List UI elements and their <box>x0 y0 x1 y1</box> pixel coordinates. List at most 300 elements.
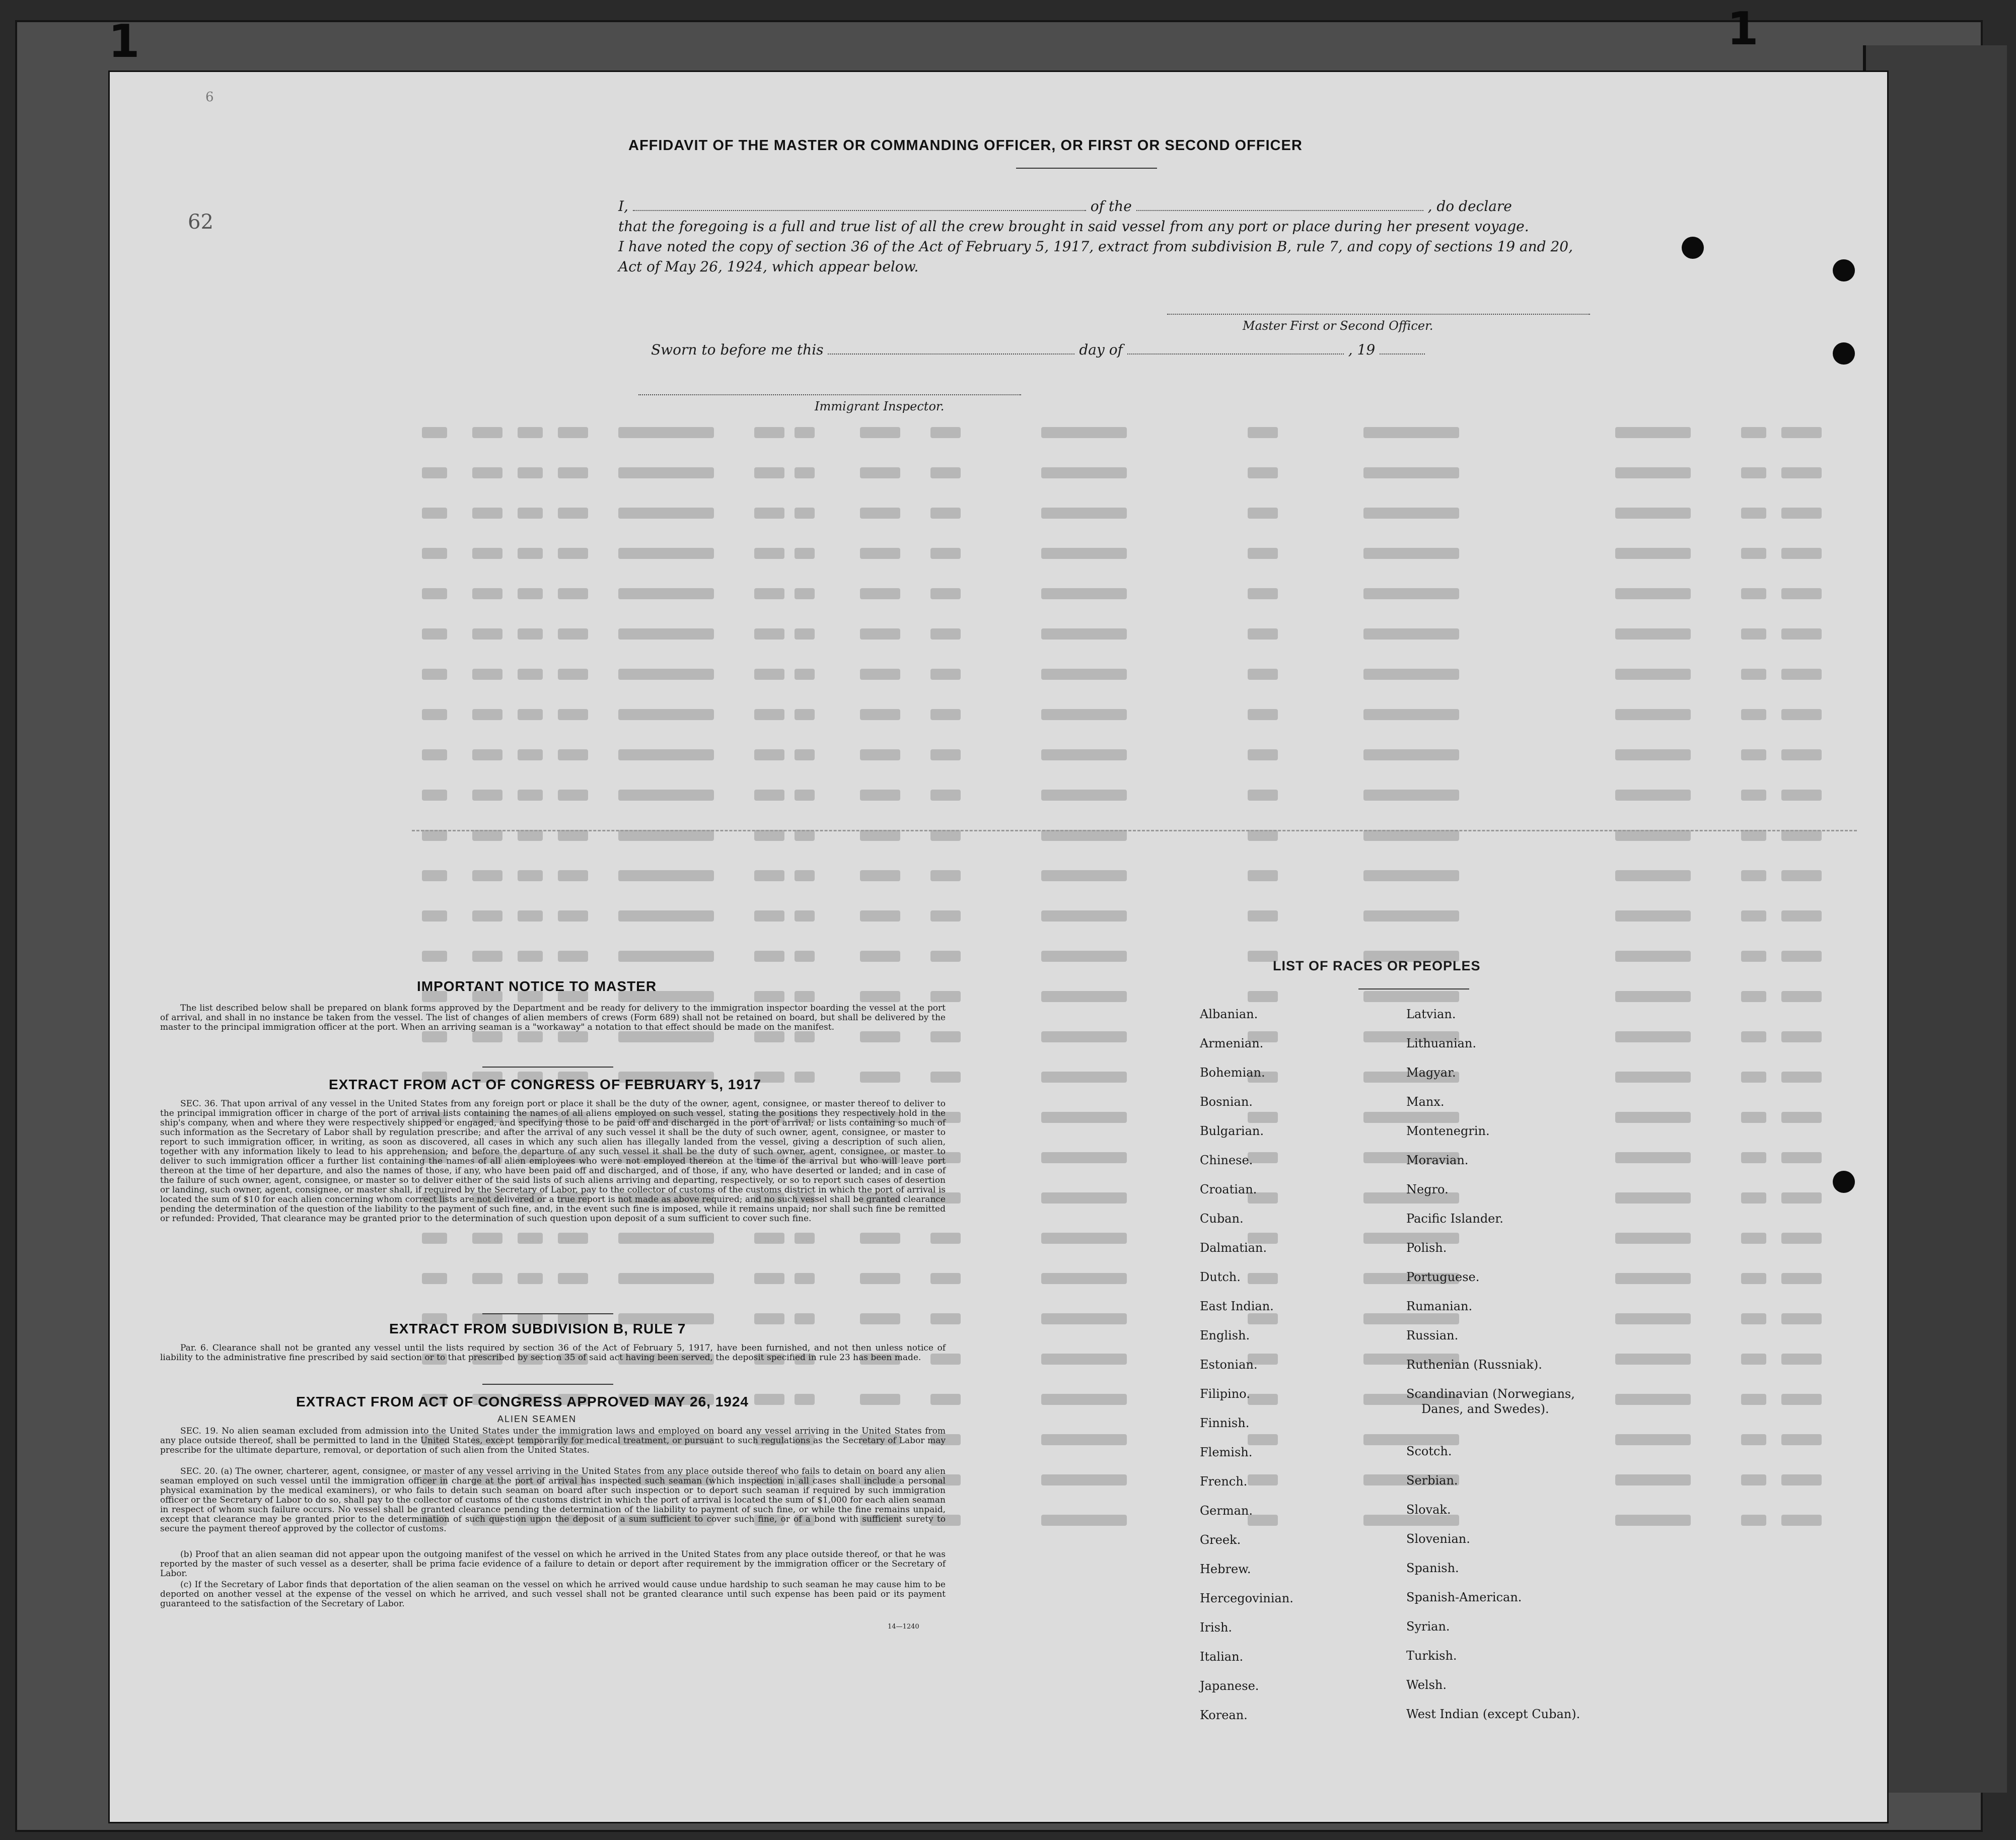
bleed-cell <box>1741 749 1766 760</box>
bleed-cell <box>930 910 961 922</box>
bleed-cell <box>1741 1192 1766 1204</box>
bleed-cell <box>795 669 815 680</box>
bleed-cell <box>930 1233 961 1244</box>
bleed-cell <box>1041 1112 1127 1123</box>
bleed-cell <box>930 588 961 599</box>
bleed-cell <box>1041 467 1127 478</box>
bleed-cell <box>795 628 815 640</box>
bleed-cell <box>1781 830 1822 841</box>
bleed-cell <box>1781 1233 1822 1244</box>
affidavit-do-declare: , do declare <box>1427 198 1512 215</box>
bleed-cell <box>1781 870 1822 881</box>
bleed-cell <box>1248 870 1278 881</box>
bleed-cell <box>1781 1273 1822 1284</box>
bleed-cell <box>558 870 588 881</box>
bleed-cell <box>1248 548 1278 559</box>
bleed-cell <box>795 1031 815 1042</box>
bleed-cell <box>1363 709 1459 720</box>
bleed-cell <box>1741 991 1766 1002</box>
race-item: Rumanian. <box>1406 1299 1473 1313</box>
bleed-cell <box>1741 1313 1766 1324</box>
bleed-cell <box>860 548 900 559</box>
bleed-cell <box>472 1031 502 1042</box>
bleed-row <box>412 548 1872 563</box>
race-item: Cuban. <box>1200 1212 1244 1226</box>
bleed-cell <box>860 951 900 962</box>
bleed-cell <box>1781 1192 1822 1204</box>
bleed-cell <box>930 1072 961 1083</box>
race-item: Croatian. <box>1200 1182 1257 1196</box>
bleed-cell <box>1363 991 1459 1002</box>
bleed-cell <box>754 669 784 680</box>
sheet-number: 6 <box>205 90 214 105</box>
bleed-cell <box>1041 508 1127 519</box>
bleed-cell <box>1615 427 1691 438</box>
affidavit-line-3: I have noted the copy of section 36 of the Act of February 5, 1917, extract from subdivision B, rule 7, and copy of sections 19 and 20, <box>618 238 1573 255</box>
bleed-cell <box>422 870 447 881</box>
bleed-cell <box>1248 1394 1278 1405</box>
sworn-year-blank[interactable] <box>1380 343 1425 355</box>
bleed-cell <box>1781 548 1822 559</box>
bleed-cell <box>930 1394 961 1405</box>
race-item: Dalmatian. <box>1200 1241 1267 1255</box>
bleed-cell <box>1615 830 1691 841</box>
bleed-cell <box>1041 749 1127 760</box>
bleed-cell <box>1615 1434 1691 1445</box>
bleed-row <box>412 749 1872 764</box>
bleed-cell <box>860 467 900 478</box>
bleed-row <box>412 1233 1872 1248</box>
bleed-cell <box>930 548 961 559</box>
bleed-cell <box>1248 1434 1278 1445</box>
bleed-row <box>412 508 1872 523</box>
punch-hole <box>1833 342 1855 365</box>
race-item: Dutch. <box>1200 1270 1241 1284</box>
bleed-cell <box>1248 1474 1278 1485</box>
extract-1924-title: EXTRACT FROM ACT OF CONGRESS APPROVED MAY 26, 1924 <box>296 1394 749 1409</box>
bleed-cell <box>930 508 961 519</box>
bleed-cell <box>518 1031 543 1042</box>
bleed-cell <box>754 588 784 599</box>
affidavit-title-rule <box>1016 168 1157 169</box>
extract-1917-title: EXTRACT FROM ACT OF CONGRESS OF FEBRUARY 5, 1917 <box>329 1077 762 1092</box>
sworn-month-blank[interactable] <box>1127 343 1344 355</box>
bleed-cell <box>1741 1112 1766 1123</box>
bleed-cell <box>422 508 447 519</box>
bleed-cell <box>472 628 502 640</box>
race-item: Bohemian. <box>1200 1066 1265 1080</box>
bleed-cell <box>930 870 961 881</box>
bleed-cell <box>618 588 714 599</box>
bleed-cell <box>1363 790 1459 801</box>
bleed-cell <box>558 709 588 720</box>
bleed-cell <box>1615 1273 1691 1284</box>
bleed-cell <box>518 467 543 478</box>
bleed-cell <box>930 1273 961 1284</box>
race-item: Pacific Islander. <box>1406 1212 1503 1226</box>
race-item: Bulgarian. <box>1200 1124 1264 1138</box>
bleed-cell <box>1781 749 1822 760</box>
bleed-cell <box>754 830 784 841</box>
bleed-cell <box>1781 508 1822 519</box>
bleed-cell <box>518 870 543 881</box>
bleed-cell <box>472 1233 502 1244</box>
bleed-row <box>412 1273 1872 1288</box>
bleed-row <box>412 669 1872 684</box>
race-item: Irish. <box>1200 1620 1233 1635</box>
bleed-cell <box>1615 669 1691 680</box>
bleed-cell <box>860 870 900 881</box>
bleed-cell <box>795 870 815 881</box>
bleed-cell <box>618 951 714 962</box>
affidavit-line-4: Act of May 26, 1924, which appear below. <box>618 258 919 275</box>
bleed-cell <box>1781 991 1822 1002</box>
bleed-cell <box>1781 1031 1822 1042</box>
race-item: East Indian. <box>1200 1299 1274 1313</box>
bleed-cell <box>618 709 714 720</box>
bleed-cell <box>518 508 543 519</box>
bleed-cell <box>472 830 502 841</box>
bleed-cell <box>1041 1515 1127 1526</box>
bleed-cell <box>1741 1031 1766 1042</box>
bleed-cell <box>795 910 815 922</box>
bleed-cell <box>1781 1354 1822 1365</box>
race-item: Scandinavian (Norwegians, <box>1406 1387 1575 1401</box>
bleed-cell <box>1781 709 1822 720</box>
bleed-cell <box>1248 588 1278 599</box>
bleed-cell <box>558 910 588 922</box>
bleed-cell <box>1615 1072 1691 1083</box>
sworn-day-blank[interactable] <box>828 343 1074 355</box>
sworn-day-of: day of <box>1079 341 1123 358</box>
bleed-cell <box>1741 588 1766 599</box>
notice-rule <box>482 1067 613 1068</box>
bleed-cell <box>518 1273 543 1284</box>
bleed-cell <box>860 1072 900 1083</box>
bleed-cell <box>795 588 815 599</box>
race-item: Spanish. <box>1406 1561 1459 1575</box>
bleed-cell <box>1615 628 1691 640</box>
bleed-cell <box>860 749 900 760</box>
bleed-cell <box>518 669 543 680</box>
bleed-cell <box>1248 427 1278 438</box>
bleed-cell <box>1741 628 1766 640</box>
race-item: Magyar. <box>1406 1066 1456 1080</box>
bleed-cell <box>618 910 714 922</box>
bleed-cell <box>860 991 900 1002</box>
signature-label: Master First or Second Officer. <box>1243 319 1433 333</box>
bleed-cell <box>930 991 961 1002</box>
bleed-row <box>412 709 1872 724</box>
bleed-cell <box>795 1313 815 1324</box>
affidavit-line-1 <box>618 198 1512 215</box>
bleed-cell <box>795 991 815 1002</box>
bleed-row <box>412 1031 1872 1046</box>
race-item: Moravian. <box>1406 1153 1469 1167</box>
sec20b-text: (b) Proof that an alien seaman did not appear upon the outgoing manifest of the vessel on which he arrived in the United States from any place outside thereof, or that he was reported by the master of such vessel as a deserter, shall be prima facie evidence of a failure to detain or deport after requirement by the immigration officer or the Secretary of Labor. <box>160 1549 946 1579</box>
bleed-cell <box>558 508 588 519</box>
sec20c-text: (c) If the Secretary of Labor finds that deportation of the alien seaman on the vessel on which he arrived would cause undue hardship to such seaman he may cause him to be deported on another vessel at the expense of the vessel on which he arrived, and such vessel shall not be granted clearance until such expense has been paid or its payment guaranteed to the satisfaction of the Secretary of Labor. <box>160 1580 946 1609</box>
bleed-cell <box>558 548 588 559</box>
bleed-cell <box>1615 991 1691 1002</box>
bleed-cell <box>795 1072 815 1083</box>
bleed-cell <box>422 830 447 841</box>
bleed-cell <box>1615 508 1691 519</box>
race-item: Albanian. <box>1200 1007 1258 1021</box>
left-margin-number: 62 <box>188 210 213 234</box>
bleed-cell <box>1615 548 1691 559</box>
bleed-row <box>412 830 1872 845</box>
bleed-cell <box>472 749 502 760</box>
bleed-cell <box>1741 1434 1766 1445</box>
bleed-cell <box>795 1394 815 1405</box>
bleed-cell <box>930 749 961 760</box>
bleed-cell <box>1741 427 1766 438</box>
bleed-cell <box>518 628 543 640</box>
bleed-cell <box>795 1273 815 1284</box>
bleed-cell <box>1781 951 1822 962</box>
bleed-cell <box>618 427 714 438</box>
bleed-cell <box>1363 588 1459 599</box>
bleed-cell <box>1781 669 1822 680</box>
bleed-cell <box>518 749 543 760</box>
bleed-cell <box>930 709 961 720</box>
bleed-cell <box>1741 669 1766 680</box>
race-item: Turkish. <box>1406 1649 1457 1663</box>
bleed-through-dashed-line <box>412 830 1857 831</box>
bleed-cell <box>860 508 900 519</box>
punch-hole <box>1833 1171 1855 1193</box>
bleed-cell <box>754 749 784 760</box>
bleed-cell <box>472 709 502 720</box>
bleed-cell <box>558 427 588 438</box>
bleed-cell <box>1615 467 1691 478</box>
bleed-cell <box>518 1233 543 1244</box>
bleed-cell <box>618 669 714 680</box>
bleed-cell <box>472 588 502 599</box>
race-item: Greek. <box>1200 1533 1241 1547</box>
bleed-cell <box>1041 1273 1127 1284</box>
bleed-cell <box>1741 508 1766 519</box>
bleed-cell <box>1041 1434 1127 1445</box>
bleed-cell <box>930 669 961 680</box>
bleed-cell <box>860 790 900 801</box>
tab-mark-left: 1 <box>108 15 140 68</box>
bleed-cell <box>1781 1515 1822 1526</box>
bleed-cell <box>472 870 502 881</box>
race-item: Syrian. <box>1406 1619 1450 1634</box>
bleed-cell <box>1741 1072 1766 1083</box>
bleed-cell <box>1781 1474 1822 1485</box>
bleed-cell <box>1041 1474 1127 1485</box>
inspector-label: Immigrant Inspector. <box>815 399 945 413</box>
extract-rule7-title: EXTRACT FROM SUBDIVISION B, RULE 7 <box>389 1321 686 1336</box>
bleed-cell <box>1741 1233 1766 1244</box>
bleed-cell <box>558 1233 588 1244</box>
bleed-cell <box>1363 749 1459 760</box>
bleed-cell <box>518 830 543 841</box>
bleed-cell <box>1615 1233 1691 1244</box>
bleed-cell <box>1781 1313 1822 1324</box>
bleed-cell <box>1041 548 1127 559</box>
bleed-cell <box>754 709 784 720</box>
bleed-cell <box>1781 427 1822 438</box>
race-item: Japanese. <box>1200 1679 1259 1693</box>
bleed-cell <box>1363 628 1459 640</box>
bleed-cell <box>1615 1031 1691 1042</box>
bleed-cell <box>558 951 588 962</box>
race-item: Montenegrin. <box>1406 1124 1490 1138</box>
bleed-cell <box>558 830 588 841</box>
bleed-cell <box>754 1394 784 1405</box>
bleed-cell <box>1781 790 1822 801</box>
bleed-cell <box>1041 991 1127 1002</box>
bleed-cell <box>1615 709 1691 720</box>
bleed-cell <box>1363 830 1459 841</box>
bleed-cell <box>558 588 588 599</box>
bleed-cell <box>618 508 714 519</box>
bleed-cell <box>1248 790 1278 801</box>
bleed-cell <box>422 1233 447 1244</box>
bleed-cell <box>1615 870 1691 881</box>
bleed-cell <box>1363 548 1459 559</box>
bleed-cell <box>1781 1152 1822 1163</box>
bleed-cell <box>1741 951 1766 962</box>
bleed-cell <box>618 628 714 640</box>
race-item: Spanish-American. <box>1406 1590 1522 1604</box>
bleed-cell <box>518 790 543 801</box>
bleed-cell <box>518 951 543 962</box>
sworn-prefix: Sworn to before me this <box>651 341 824 358</box>
bleed-cell <box>618 749 714 760</box>
bleed-cell <box>1363 427 1459 438</box>
inspector-signature-line[interactable] <box>638 394 1021 395</box>
bleed-cell <box>422 910 447 922</box>
bleed-cell <box>1741 1394 1766 1405</box>
bleed-cell <box>754 508 784 519</box>
bleed-cell <box>754 790 784 801</box>
race-item: Manx. <box>1406 1095 1445 1109</box>
bleed-cell <box>422 427 447 438</box>
bleed-row <box>412 588 1872 603</box>
bleed-cell <box>754 870 784 881</box>
bleed-cell <box>860 1313 900 1324</box>
extract-1924-rule <box>482 1384 613 1385</box>
bleed-cell <box>1041 951 1127 962</box>
bleed-cell <box>422 548 447 559</box>
bleed-cell <box>860 1394 900 1405</box>
bleed-cell <box>1781 467 1822 478</box>
bleed-cell <box>754 548 784 559</box>
race-item: Ruthenian (Russniak). <box>1406 1358 1542 1372</box>
bleed-cell <box>1741 1354 1766 1365</box>
bleed-cell <box>1248 669 1278 680</box>
bleed-cell <box>1041 709 1127 720</box>
affidavit-title: AFFIDAVIT OF THE MASTER OR COMMANDING OFFICER, OR FIRST OR SECOND OFFICER <box>628 137 1303 154</box>
bleed-cell <box>618 1233 714 1244</box>
bleed-cell <box>795 830 815 841</box>
bleed-cell <box>1363 870 1459 881</box>
notice-title: IMPORTANT NOTICE TO MASTER <box>417 978 657 994</box>
bleed-row <box>412 870 1872 885</box>
bleed-cell <box>472 951 502 962</box>
bleed-cell <box>1363 1434 1459 1445</box>
bleed-cell <box>860 588 900 599</box>
bleed-cell <box>1741 1273 1766 1284</box>
bleed-cell <box>558 1273 588 1284</box>
bleed-cell <box>1041 588 1127 599</box>
race-item: Armenian. <box>1200 1036 1264 1050</box>
bleed-cell <box>518 910 543 922</box>
affidavit-line-2: that the foregoing is a full and true list of all the crew brought in said vessel from any port or place during her present voyage. <box>618 218 1529 235</box>
bleed-cell <box>1615 951 1691 962</box>
bleed-row <box>412 790 1872 805</box>
bleed-cell <box>1781 1072 1822 1083</box>
bleed-cell <box>1781 910 1822 922</box>
bleed-cell <box>1741 709 1766 720</box>
bleed-cell <box>860 669 900 680</box>
bleed-cell <box>795 790 815 801</box>
sec20a-text: SEC. 20. (a) The owner, charterer, agent, consignee, or master of any vessel arriving in the United States from any place outside thereof who fails to detain on board any alien seaman employed on such vessel until the immigration officer in charge at the port of arrival has inspected such seaman (which inspection in all cases shall include a personal physical examination by the medical examiners), or who fails to detain such seaman on board after such inspection or to deport such seaman if required by such immigration officer or the Secretary of Labor to do so, shall pay to the collector of customs of the customs district in which the port of arrival is located the sum of $1,000 for each alien seaman in respect of whom such failure occurs. No vessel shall be granted clearance pending the determination of the liability to payment of such fine, or while the fine remains unpaid, except that clearance may be granted prior to the determination of such question upon the deposit of a sum sufficient to cover such fine, or of a bond with sufficient surety to secure the payment thereof approved by the collector of customs. <box>160 1466 946 1534</box>
race-item: Finnish. <box>1200 1416 1250 1430</box>
bleed-cell <box>1615 1394 1691 1405</box>
bleed-cell <box>930 951 961 962</box>
bleed-cell <box>1248 508 1278 519</box>
name-blank[interactable] <box>633 200 1086 211</box>
bleed-cell <box>422 709 447 720</box>
bleed-cell <box>472 508 502 519</box>
bleed-cell <box>618 870 714 881</box>
race-item: Chinese. <box>1200 1153 1253 1167</box>
bleed-cell <box>754 467 784 478</box>
bleed-cell <box>1615 1112 1691 1123</box>
manifest-page <box>108 70 1889 1823</box>
bleed-cell <box>1363 508 1459 519</box>
bleed-cell <box>618 548 714 559</box>
bleed-cell <box>1363 910 1459 922</box>
bleed-cell <box>1781 1434 1822 1445</box>
bleed-cell <box>1248 1273 1278 1284</box>
bleed-cell <box>1615 1152 1691 1163</box>
bleed-cell <box>1363 1112 1459 1123</box>
bleed-cell <box>1615 1192 1691 1204</box>
affidavit-of-the: of the <box>1090 198 1132 215</box>
bleed-cell <box>930 790 961 801</box>
sworn-year: , 19 <box>1348 341 1376 358</box>
race-item: Latvian. <box>1406 1007 1456 1021</box>
bleed-cell <box>860 910 900 922</box>
bleed-cell <box>1041 790 1127 801</box>
signature-line[interactable] <box>1167 314 1590 315</box>
bleed-cell <box>1041 1394 1127 1405</box>
race-item: Polish. <box>1406 1241 1447 1255</box>
bleed-cell <box>795 709 815 720</box>
bleed-cell <box>1248 628 1278 640</box>
race-item: Lithuanian. <box>1406 1036 1477 1050</box>
race-item: German. <box>1200 1504 1253 1518</box>
bleed-cell <box>1615 749 1691 760</box>
race-item: West Indian (except Cuban). <box>1406 1707 1580 1721</box>
bleed-cell <box>1615 1354 1691 1365</box>
bleed-cell <box>1741 548 1766 559</box>
vessel-blank[interactable] <box>1136 200 1423 211</box>
bleed-cell <box>1615 1313 1691 1324</box>
punch-hole <box>1682 237 1704 259</box>
bleed-cell <box>754 991 784 1002</box>
race-item: Danes, and Swedes). <box>1421 1402 1549 1416</box>
bleed-cell <box>860 1233 900 1244</box>
race-item: Italian. <box>1200 1650 1244 1664</box>
